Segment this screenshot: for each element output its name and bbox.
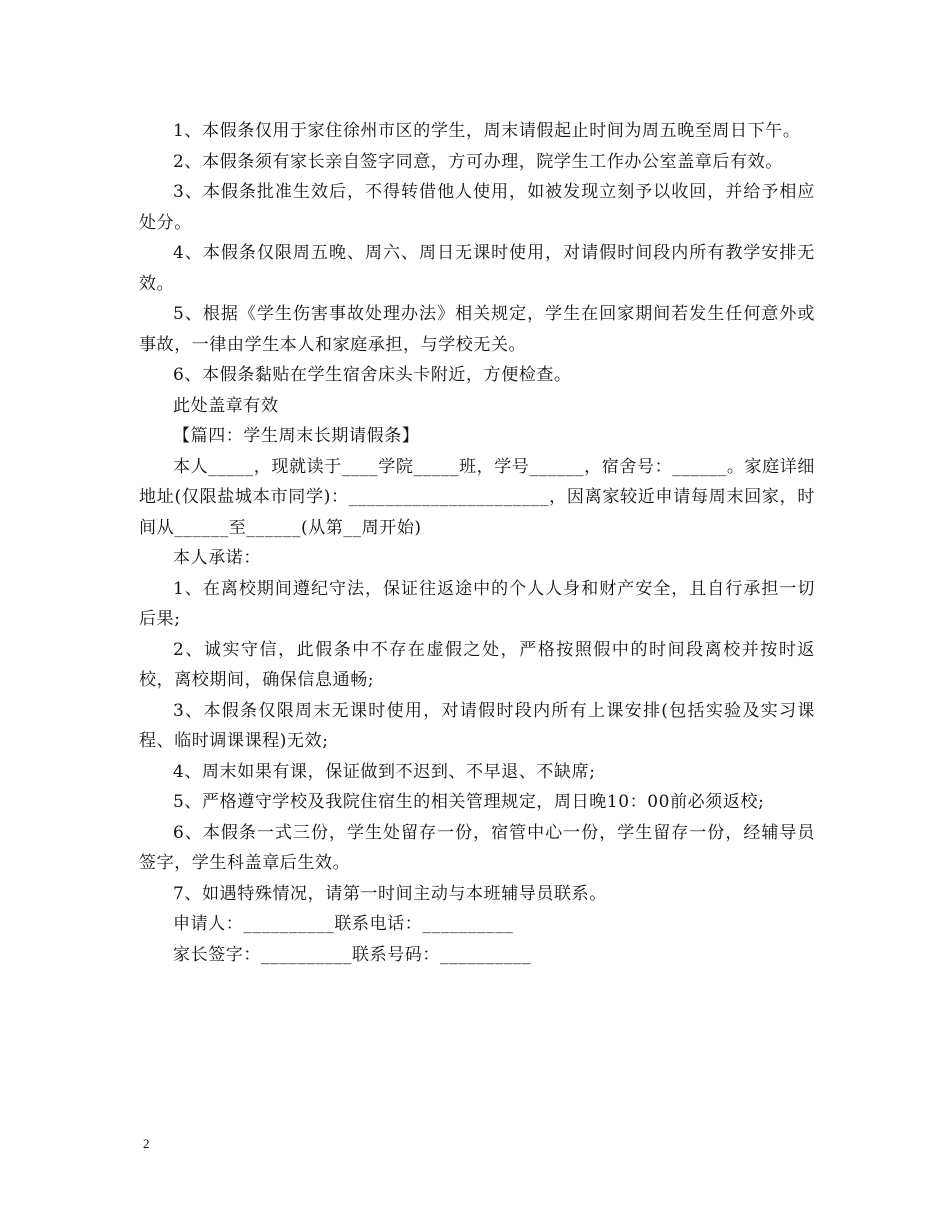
section-heading: 【篇四：学生周末长期请假条】 xyxy=(173,426,420,446)
pledge-2: 2、诚实守信，此假条中不存在虚假之处，严格按照假中的时间段离校并按时返校，离校期间，确保信息通畅; xyxy=(139,639,815,690)
stamp-note: 此处盖章有效 xyxy=(173,395,279,416)
page-number: 2 xyxy=(143,1136,150,1151)
rule-1: 1、本假条仅用于家住徐州市区的学生，周末请假起止时间为周五晚至周日下午。 xyxy=(173,121,801,141)
pledge-5: 5、严格遵守学校及我院住宿生的相关管理规定，周日晚10：00前必须返校; xyxy=(173,792,765,812)
pledge-4: 4、周末如果有课，保证做到不迟到、不早退、不缺席; xyxy=(173,761,596,782)
pledge-6: 6、本假条一式三份，学生处留存一份，宿管中心一份，学生留存一份，经辅导员签字，学生科盖章后生效。 xyxy=(139,822,815,873)
pledge-heading: 本人承诺： xyxy=(173,548,261,568)
rule-2: 2、本假条须有家长亲自签字同意，方可办理，院学生工作办公室盖章后有效。 xyxy=(173,151,783,172)
document-body xyxy=(139,116,815,970)
pledge-3: 3、本假条仅限周末无课时使用，对请假时段内所有上课安排(包括实验及实习课程、临时调课课程)无效; xyxy=(139,700,815,751)
rule-6: 6、本假条黏贴在学生宿舍床头卡附近，方便检查。 xyxy=(173,365,572,385)
rule-3: 3、本假条批准生效后，不得转借他人使用，如被发现立刻予以收回，并给予相应处分。 xyxy=(139,182,815,233)
rule-5: 5、根据《学生伤害事故处理办法》相关规定，学生在回家期间若发生任何意外或事故，一律由学生本人和家庭承担，与学校无关。 xyxy=(139,304,815,355)
parent-signature-line: 家长签字：__________联系号码：__________ xyxy=(173,944,531,965)
applicant-line: 申请人：__________联系电话：__________ xyxy=(173,914,514,934)
application-statement: 本人_____，现就读于____学院_____班，学号______，宿舍号：______。家庭详细地址(仅限盐城本市同学)：______________________，因离家较近申请每周末回家，时间从______至______(从第__周开始) xyxy=(139,456,815,538)
rule-4: 4、本假条仅限周五晚、周六、周日无课时使用，对请假时间段内所有教学安排无效。 xyxy=(139,243,815,294)
pledge-7: 7、如遇特殊情况，请第一时间主动与本班辅导员联系。 xyxy=(173,883,607,904)
pledge-1: 1、在离校期间遵纪守法，保证往返途中的个人人身和财产安全，且自行承担一切后果; xyxy=(139,578,815,629)
